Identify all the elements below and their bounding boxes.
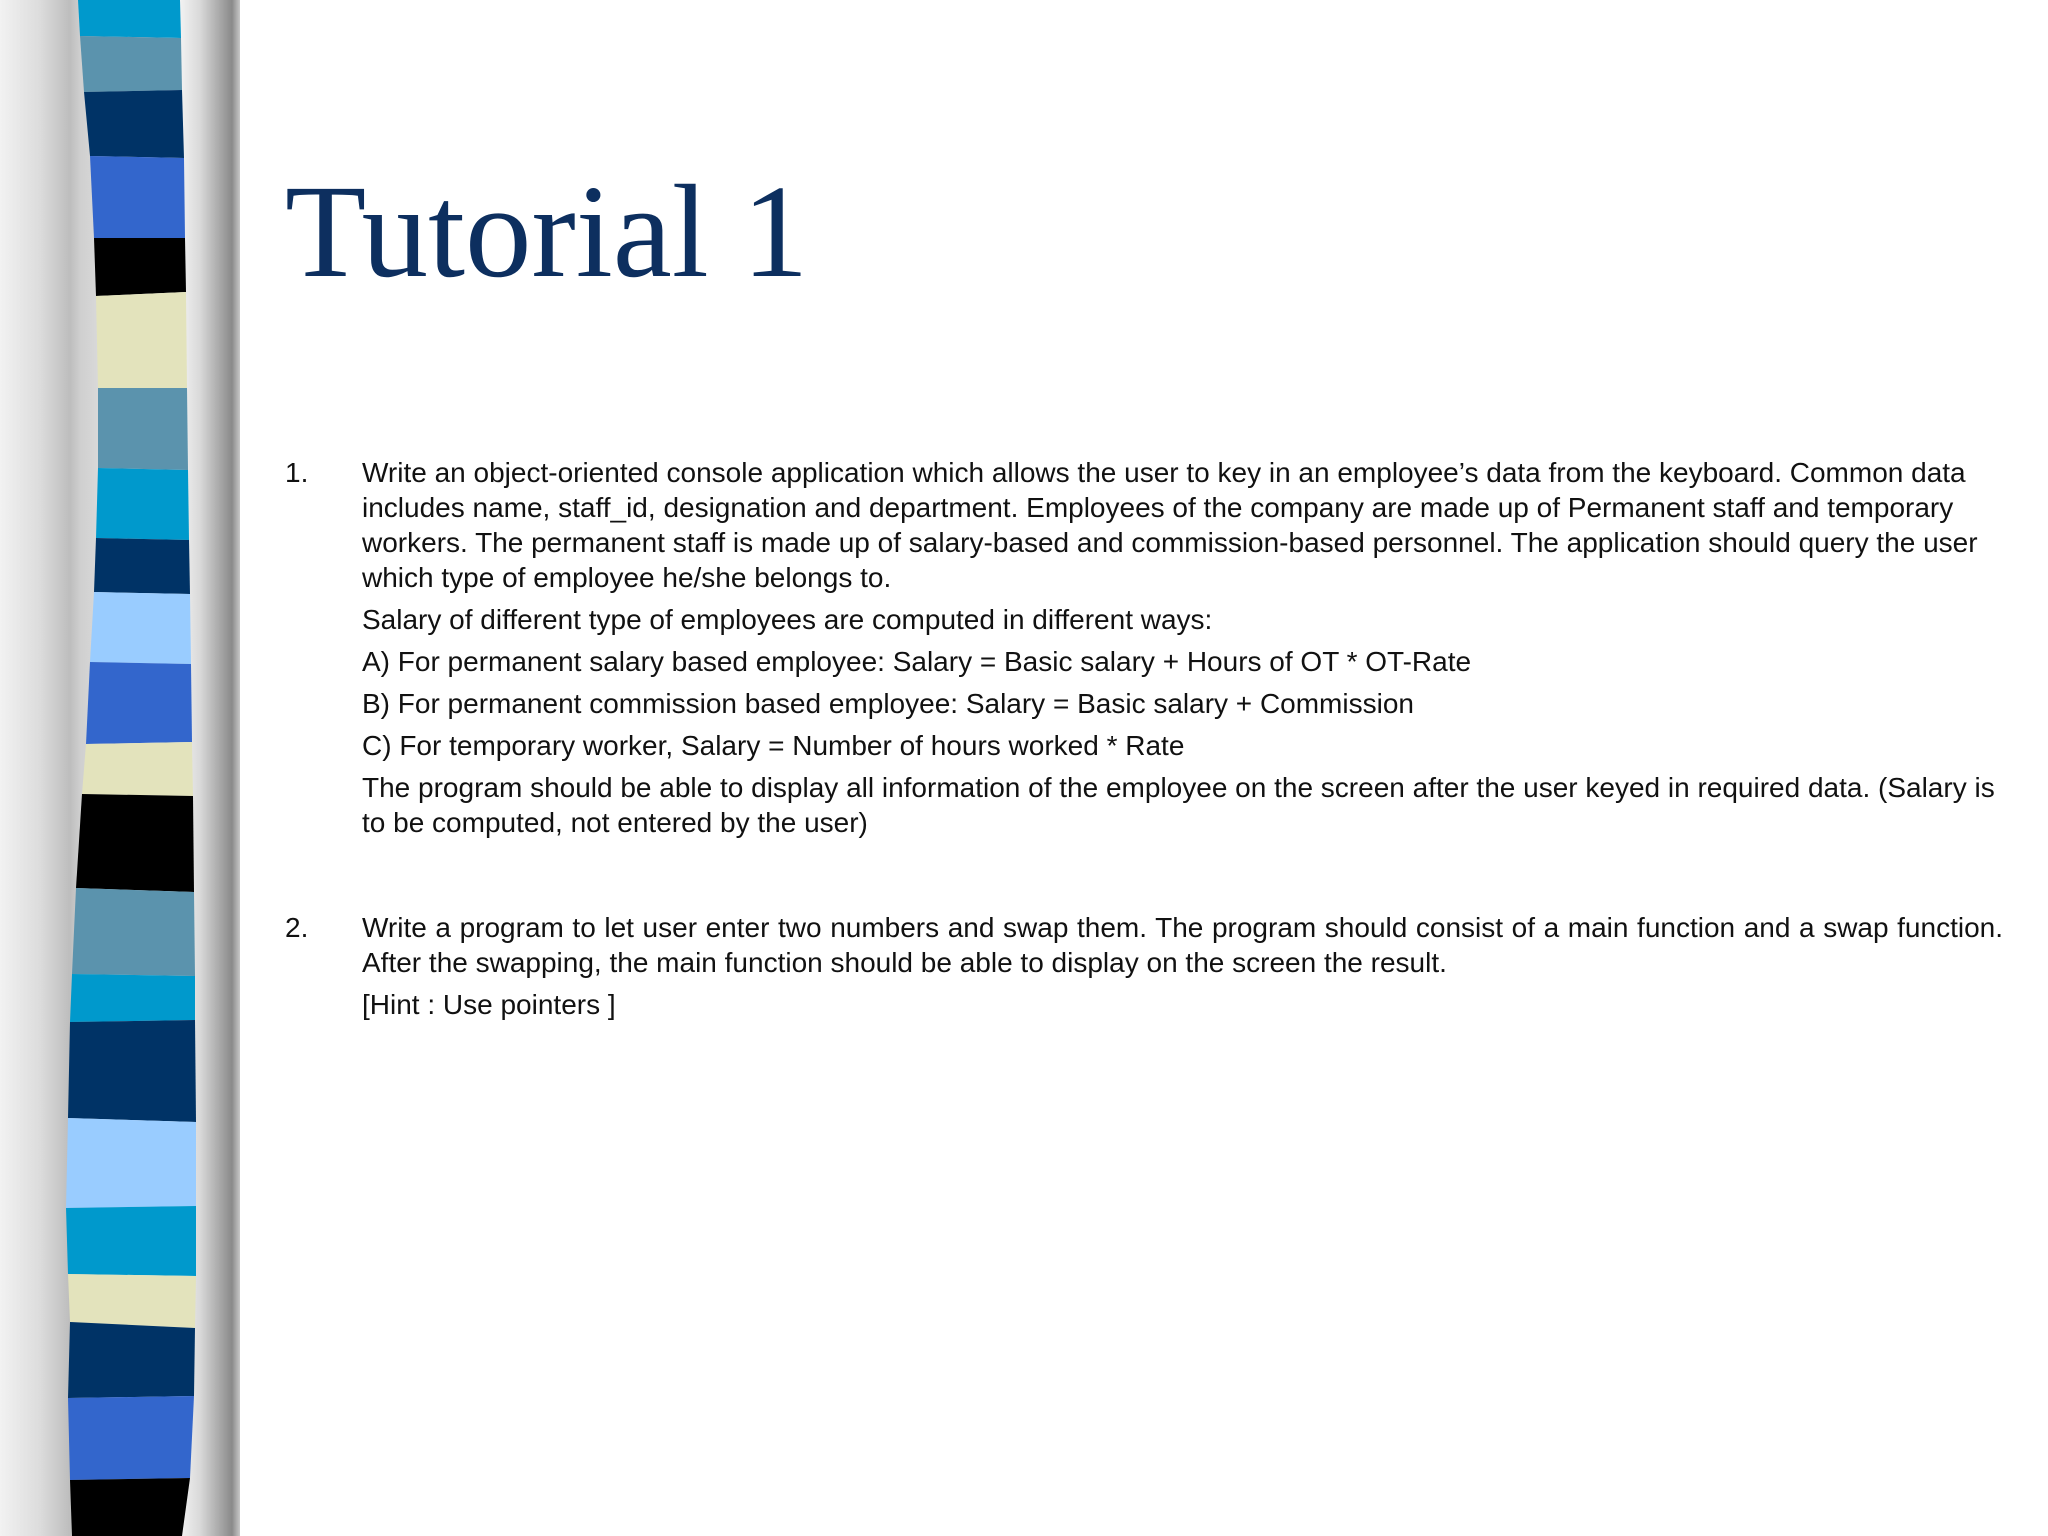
stripe xyxy=(86,662,192,744)
stripe xyxy=(66,1206,196,1276)
stripe xyxy=(80,36,182,92)
question-paragraph: Salary of different type of employees are computed in different ways: xyxy=(362,604,1213,635)
stripe xyxy=(90,592,191,664)
stripe xyxy=(78,0,181,38)
stripe xyxy=(68,1322,195,1398)
stripe xyxy=(82,742,193,796)
stripe-pattern xyxy=(0,0,240,1536)
question-hint: [Hint : Use pointers ] xyxy=(362,989,616,1020)
question-paragraph: C) For temporary worker, Salary = Number of hours worked * Rate xyxy=(362,730,1185,761)
stripe xyxy=(96,468,189,540)
stripe xyxy=(96,292,187,388)
stripe xyxy=(94,538,190,594)
question-paragraph: B) For permanent commission based employee: Salary = Basic salary + Commission xyxy=(362,688,1414,719)
slide-title: Tutorial 1 xyxy=(285,157,809,305)
stripe xyxy=(76,794,194,892)
question-item xyxy=(285,455,2003,840)
stripe xyxy=(90,156,185,238)
stripe xyxy=(68,1396,194,1480)
question-paragraph: The program should be able to display all information of the employee on the screen after the user keyed in required data. (Salary is to be computed, not entered by the user) xyxy=(362,772,1995,838)
stripe xyxy=(70,974,195,1022)
stripe xyxy=(68,1274,196,1328)
question-paragraph: Write an object-oriented console application which allows the user to key in an employee’s data from the keyboard. Common data includes name, staff_id, designation and department. Employees of the company are made up of Permanent staff and temporary workers. The permanent staff is made up of salary-based and commission-based personnel. The application should query the user which type of employee he/she belongs to. xyxy=(362,457,1978,593)
question-number: 1. xyxy=(285,457,309,488)
question-paragraph: A) For permanent salary based employee: Salary = Basic salary + Hours of OT * OT-Rate xyxy=(362,646,1472,677)
stripe xyxy=(72,888,195,976)
stripe xyxy=(68,1020,196,1122)
decorative-stripe-rail xyxy=(0,0,240,1536)
stripe xyxy=(94,238,186,296)
stripe xyxy=(84,90,184,158)
question-paragraph: Write a program to let user enter two numbers and swap them. The program should consist of a main function and a swap function. After the swapping, the main function should be able to display on the screen the result. xyxy=(362,912,2003,978)
stripe xyxy=(98,388,188,470)
question-item xyxy=(285,910,2003,1022)
stripe xyxy=(70,1478,190,1536)
question-number: 2. xyxy=(285,912,309,943)
tutorial-questions xyxy=(285,455,2003,1029)
stripe xyxy=(66,1118,196,1208)
